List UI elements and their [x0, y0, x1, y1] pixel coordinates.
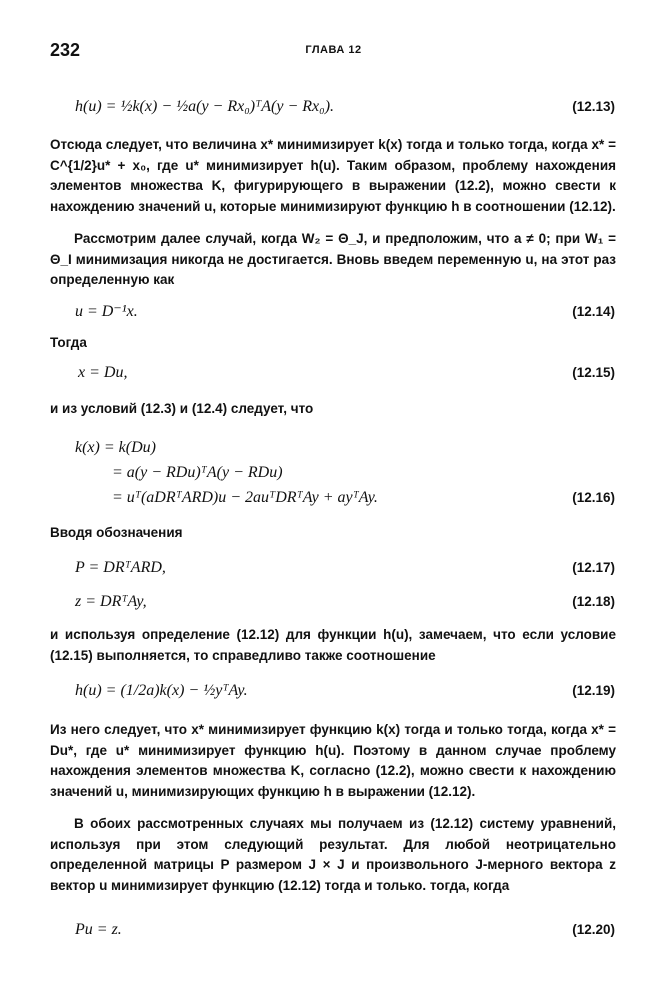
paragraph-4: и используя определение (12.12) для функции h(u), замечаем, что если условие (12.15) выполняется, то справедливо также соотношение [50, 627, 616, 663]
equation-expression: x = Du, [78, 364, 128, 381]
equation-number: (12.13) [572, 99, 615, 114]
equation-number: (12.20) [572, 922, 615, 937]
equation-number: (12.19) [572, 683, 615, 698]
equation-expression: h(u) = ½k(x) − ½a(y − Rx₀)ᵀA(y − Rx₀). [75, 98, 335, 115]
equation-expression: P = DRᵀARD, [75, 559, 166, 576]
equation-expression: = a(y − RDu)ᵀA(y − RDu) [112, 464, 283, 481]
equation-number: (12.17) [572, 560, 615, 575]
paragraph-1: Отсюда следует, что величина x* минимизирует k(x) тогда и только тогда, когда x* = C^{1/2}u* + x₀, где u* минимизирует h(u). Таким образом, проблему нахождения элементов множества K, фигурирующего в выражении (12.2), можно свести к нахождению значений u, которые минимизируют функцию h в соотношении (12.12). [50, 137, 616, 214]
equation-expression: u = D⁻¹x. [75, 303, 138, 320]
paragraph-6: В обоих рассмотренных случаях мы получаем из (12.12) систему уравнений, используя при этом следующий результат. Для любой неотрицательно определенной матрицы P размером J × J и произвольного J-мерного вектора z вектор u минимизирует функцию (12.12) тогда и только. тогда, когда [50, 816, 616, 893]
equation-expression: = uᵀ(aDRᵀARD)u − 2auᵀDRᵀAy + ayᵀAy. [112, 489, 378, 506]
equation-expression: h(u) = (1/2a)k(x) − ½yᵀAy. [75, 682, 248, 699]
equation-number: (12.16) [572, 490, 615, 505]
running-head: ГЛАВА 12 [305, 44, 362, 56]
paragraph-3: и из условий (12.3) и (12.4) следует, что [50, 401, 314, 416]
equation-expression: z = DRᵀAy, [75, 593, 147, 610]
text-togda: Тогда [50, 335, 87, 350]
paragraph-5: Из него следует, что x* минимизирует функцию k(x) тогда и только тогда, когда x* = Du*, где u* минимизирует функцию h(u). Поэтому в данном случае проблему нахождения элементов множества K, согласно (12.2), можно свести к нахождению значений u, минимизирующих функцию h в выражении (12.12). [50, 722, 616, 799]
page-number: 232 [50, 40, 81, 60]
equation-number: (12.18) [572, 594, 615, 609]
paragraph-2: Рассмотрим далее случай, когда W₂ = Θ_J, и предположим, что a ≠ 0; при W₁ = Θ_I минимизация никогда не достигается. Вновь введем переменную u, на этот раз определенную как [50, 231, 616, 287]
equation-expression: k(x) = k(Du) [75, 439, 156, 456]
text-vvodya: Вводя обозначения [50, 525, 183, 540]
equation-expression: Pu = z. [75, 921, 122, 938]
equation-number: (12.15) [572, 365, 615, 380]
equation-number: (12.14) [572, 304, 615, 319]
